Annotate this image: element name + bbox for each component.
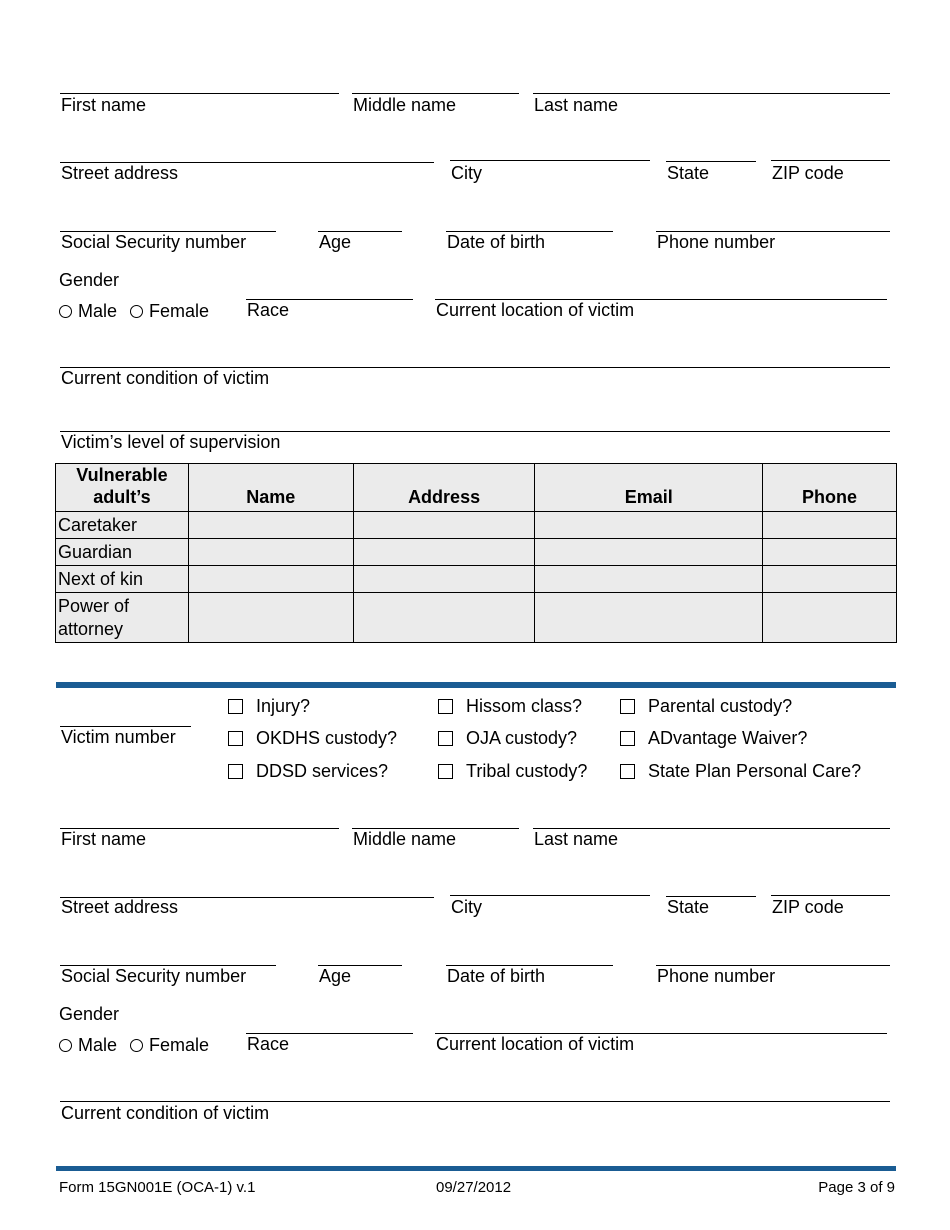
state-label: State [667, 163, 710, 183]
table-row [56, 566, 897, 593]
phone-label: Phone number [657, 966, 776, 986]
section-divider [56, 682, 896, 688]
table-row [56, 593, 897, 643]
victim-number-label: Victim number [61, 727, 176, 747]
female-radio[interactable] [130, 1039, 143, 1052]
female-label: Female [149, 1035, 210, 1055]
table-cell[interactable] [353, 539, 535, 566]
table-cell[interactable] [535, 539, 763, 566]
middle-name-label: Middle name [353, 829, 457, 849]
col-header-role: Vulnerable adult’s [56, 464, 189, 512]
table-row [56, 539, 897, 566]
row-label-caretaker: Caretaker [56, 512, 189, 539]
table-cell[interactable] [763, 539, 897, 566]
male-radio[interactable] [59, 305, 72, 318]
supervision-label: Victim’s level of supervision [61, 432, 281, 452]
hissom-class-checkbox[interactable] [438, 699, 453, 714]
current-condition-field[interactable] [60, 1101, 890, 1102]
middle-name-field[interactable] [352, 93, 519, 94]
row-label-guardian: Guardian [56, 539, 189, 566]
first-name-field[interactable] [60, 93, 339, 94]
table-cell[interactable] [763, 512, 897, 539]
parental-custody-label: Parental custody? [648, 696, 793, 716]
gender-label: Gender [59, 270, 120, 290]
form-date: 09/27/2012 [436, 1179, 512, 1196]
table-cell[interactable] [763, 593, 897, 643]
street-address-label: Street address [61, 163, 179, 183]
last-name-label: Last name [534, 95, 619, 115]
table-cell[interactable] [535, 512, 763, 539]
first-name-label: First name [61, 829, 147, 849]
injury-checkbox[interactable] [228, 699, 243, 714]
age-label: Age [319, 232, 352, 252]
ddsd-services-checkbox[interactable] [228, 764, 243, 779]
gender-label: Gender [59, 1004, 120, 1024]
last-name-field[interactable] [533, 93, 890, 94]
city-label: City [451, 897, 482, 917]
phone-label: Phone number [657, 232, 776, 252]
gender-options [59, 1035, 209, 1055]
col-header-address: Address [353, 464, 535, 512]
last-name-label: Last name [534, 829, 619, 849]
table-row [56, 512, 897, 539]
race-label: Race [247, 300, 290, 320]
current-location-label: Current location of victim [436, 300, 635, 320]
table-cell[interactable] [353, 593, 535, 643]
first-name-label: First name [61, 95, 147, 115]
ssn-label: Social Security number [61, 232, 247, 252]
female-label: Female [149, 301, 210, 321]
oja-custody-label: OJA custody? [466, 728, 578, 748]
ssn-label: Social Security number [61, 966, 247, 986]
table-cell[interactable] [188, 593, 353, 643]
city-field[interactable] [450, 895, 650, 896]
state-field[interactable] [666, 161, 756, 162]
street-address-label: Street address [61, 897, 179, 917]
zip-field[interactable] [771, 160, 890, 161]
dob-label: Date of birth [447, 232, 546, 252]
tribal-custody-checkbox[interactable] [438, 764, 453, 779]
col-header-phone: Phone [763, 464, 897, 512]
city-label: City [451, 163, 482, 183]
oja-custody-checkbox[interactable] [438, 731, 453, 746]
zip-field[interactable] [771, 895, 890, 896]
table-cell[interactable] [188, 539, 353, 566]
okdhs-custody-label: OKDHS custody? [256, 728, 398, 748]
middle-name-label: Middle name [353, 95, 457, 115]
current-condition-label: Current condition of victim [61, 1103, 270, 1123]
state-label: State [667, 897, 710, 917]
current-condition-label: Current condition of victim [61, 368, 270, 388]
advantage-waiver-label: ADvantage Waiver? [648, 728, 808, 748]
table-cell[interactable] [353, 566, 535, 593]
okdhs-custody-checkbox[interactable] [228, 731, 243, 746]
advantage-waiver-checkbox[interactable] [620, 731, 635, 746]
race-label: Race [247, 1034, 290, 1054]
hissom-class-label: Hissom class? [466, 696, 583, 716]
city-field[interactable] [450, 160, 650, 161]
gender-options [59, 301, 209, 321]
form-id: Form 15GN001E (OCA-1) v.1 [59, 1179, 256, 1196]
injury-label: Injury? [256, 696, 311, 716]
col-header-email: Email [535, 464, 763, 512]
table-cell[interactable] [353, 512, 535, 539]
male-radio[interactable] [59, 1039, 72, 1052]
page-number: Page 3 of 9 [818, 1179, 895, 1196]
zip-label: ZIP code [772, 163, 844, 183]
state-plan-personal-care-label: State Plan Personal Care? [648, 761, 862, 781]
table-cell[interactable] [188, 566, 353, 593]
table-cell[interactable] [535, 566, 763, 593]
female-radio[interactable] [130, 305, 143, 318]
tribal-custody-label: Tribal custody? [466, 761, 588, 781]
dob-label: Date of birth [447, 966, 546, 986]
col-header-name: Name [188, 464, 353, 512]
male-label: Male [78, 1035, 118, 1055]
table-cell[interactable] [763, 566, 897, 593]
male-label: Male [78, 301, 118, 321]
table-cell[interactable] [535, 593, 763, 643]
row-label-power-of-attorney: Power of attorney [56, 593, 189, 643]
current-location-label: Current location of victim [436, 1034, 635, 1054]
parental-custody-checkbox[interactable] [620, 699, 635, 714]
footer-divider [56, 1166, 896, 1171]
age-label: Age [319, 966, 352, 986]
row-label-next-of-kin: Next of kin [56, 566, 189, 593]
table-cell[interactable] [188, 512, 353, 539]
vulnerable-adult-contacts-table [55, 463, 897, 643]
ddsd-services-label: DDSD services? [256, 761, 389, 781]
state-plan-personal-care-checkbox[interactable] [620, 764, 635, 779]
zip-label: ZIP code [772, 897, 844, 917]
